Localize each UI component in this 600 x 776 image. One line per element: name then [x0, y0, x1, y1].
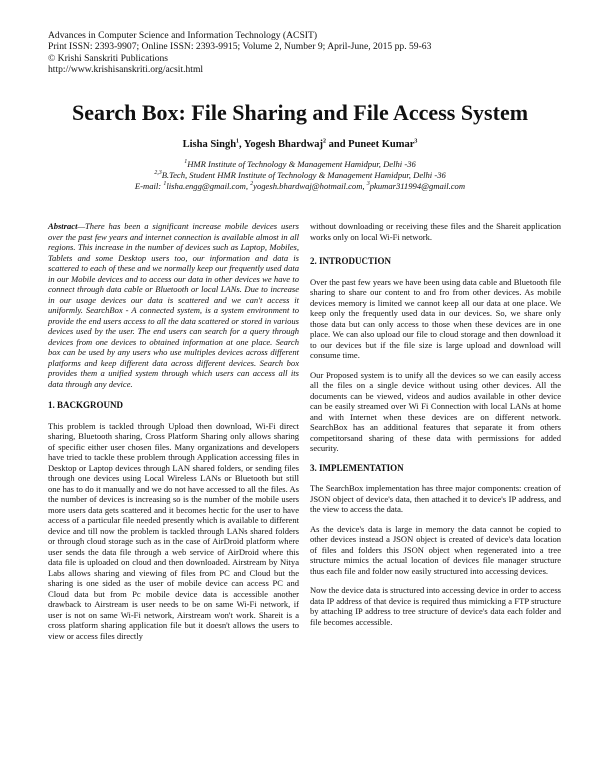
- email-3-sup: 3: [366, 181, 370, 188]
- journal-header: [48, 30, 431, 76]
- journal-name: Advances in Computer Science and Information Technology (ACSIT): [48, 30, 318, 41]
- section-2-heading: 2. INTRODUCTION: [310, 256, 392, 266]
- section-3-heading: 3. IMPLEMENTATION: [310, 462, 404, 473]
- affiliation-1-sup: 1: [184, 159, 188, 166]
- section-3-paragraph-2: As the device's data is large in memory the data cannot be copied to other devices instead a JSON object is created of device's data location of files and folders this JSON object when regenerated into a tree structure mimics the actual location of devices file manager structure thus each file and folder now easily structured into accessing devices.: [310, 523, 561, 576]
- author-list: [0, 139, 600, 150]
- affiliation-1-text: HMR Institute of Technology & Management Hamidpur, Delhi -36: [187, 159, 416, 169]
- email-prefix: E-mail:: [134, 181, 164, 191]
- abstract: [48, 221, 299, 389]
- paper-title: Search Box: File Sharing and File Access System: [71, 100, 529, 125]
- section-2-paragraph-2: Our Proposed system is to unify all the devices so we can easily access all the files on a single device without using other devices. All the documents can be viewed, videos and audios available in other device can be easily streamed over Wi Fi Connection with local LANs at home and with Internet when these devices are on different network. SearchBox has an additional features that separate it from others competitorsand sharing of these data with permissions for added security.: [310, 369, 561, 453]
- section-3-paragraph-3: Now the device data is structured into accessing device in order to access data IP address of that device is required thus mimicking a FTP structure by attaching IP address to tree structure of device's data each folder and file becomes accessible.: [310, 585, 561, 627]
- email-3[interactable]: pkumar311994@gmail.com: [369, 181, 466, 191]
- affiliation-2-text: B.Tech, Student HMR Institute of Technology & Management Hamidpur, Delhi -36: [161, 170, 446, 180]
- author-3: Puneet Kumar: [348, 139, 415, 150]
- journal-issn: Print ISSN: 2393-9907; Online ISSN: 2393-9915; Volume 2, Number 9; April-June, 2015 pp. 59-63: [48, 41, 432, 53]
- abstract-label: Abstract: [48, 221, 78, 231]
- author-2: Yogesh Bhardwaj: [243, 139, 323, 150]
- affiliation-2: [0, 170, 600, 181]
- email-2[interactable]: yogesh.bhardwaj@hotmail.com,: [253, 181, 367, 191]
- author-1: Lisha Singh: [182, 139, 237, 150]
- right-column: [310, 221, 561, 636]
- section-3-paragraph-1: The SearchBox implementation has three major components: creation of JSON object of device's data, then attached it to device's IP address, and the view to access the data.: [310, 483, 561, 514]
- affiliations: [0, 159, 600, 192]
- email-1[interactable]: lisha.engg@gmail.com,: [166, 181, 251, 191]
- author-sep-1: ,: [239, 139, 244, 150]
- section-1-heading: 1. BACKGROUND: [48, 400, 124, 410]
- section-1-paragraph: This problem is tackled through Upload then download, Wi-Fi direct sharing, Bluetooth sharing, Cross Platform Sharing only allows sharing of specific either user chosen files. Many organizations and developers have tried to tackle these problem through Application accessing files in Desktop or Laptop devices through LAN shared folders, or sending files through one devices using Local Wireless LANs or Bluetooth but still one has to do it manually and we do not have accessed to all the files. As the number of devices is increasing so is the number of the mobile users more users data gets scattered and it becomes hectic for the user to have access of a particular file needed presently which is available to different device and till now the problem is tackled through LANs shared folders or through cloud storage such as in the case of AirDroid platform where user sends the data file through a web service of AirDroid where this data file is uploaded on cloud and then downloaded. Airstream by Nitya Labs allows sharing and viewing of files from PC and Cloud but the sharing is one sided as the user of mobile device can access PC and Cloud data but from Pc mobile device data is accessible another drawback to Airstream is user needs to be on same Wi-Fi network, if user is not on same Wi-Fi network, Airstream won't work. Shareit is a cross platform sharing application file but it doesn't allows the users to view or access files directly: [48, 420, 299, 641]
- author-3-sup: 3: [414, 138, 418, 145]
- abstract-text: —There has been a significant increase mobile devices users over the past few years and internet connection is available almost in all regions. This increase in the number of devices such as Laptop, Mobiles, Tablets and some Desktop users too, our information and data is scattered to each of these and we normally keep our frequently used data in our Mobile devices and to access our data in other devices we have to connect through data cable or Bluetooth or local LANs. Due to increase in our usage devices our data is scattered and we can't access it uniformly. SearchBox - A connected system, is a system environment to provide the end users access to all the data scattered or stored in various devices used by the user. The end users can search for a query through devices from one devices to obtained information at one place. Search box can be used by any users who use multiples devices across different platforms and keep different data across different devices. Search box provides them a unified system through which users can access all its data through any device.: [48, 221, 299, 389]
- journal-url[interactable]: http://www.krishisanskriti.org/acsit.html: [48, 64, 204, 76]
- affiliation-2-sup: 2,3: [154, 170, 162, 177]
- email-2-sup: 2: [250, 181, 254, 188]
- section-1-continuation: without downloading or receiving these files and the Shareit application works only on local Wi-Fi network.: [310, 221, 561, 242]
- email-line: [0, 181, 600, 192]
- affiliation-1: [0, 159, 600, 170]
- author-sep-2: and: [325, 139, 349, 150]
- section-2-paragraph-1: Over the past few years we have been using data cable and Bluetooth file sharing to share our content to and fro from other devices. As mobile devices memory is limited we cannot keep all our data at one place. We keep only the frequently used data in our devices. So, we share only those data but can only access to those when these devices are in one place. We can also upload our file to cloud storage and then download it to our devices but if the file size is large upload and download will consume time.: [310, 276, 561, 360]
- author-2-sup: 2: [322, 138, 326, 145]
- author-1-sup: 1: [236, 138, 240, 145]
- publisher: © Krishi Sanskriti Publications: [48, 52, 169, 64]
- email-1-sup: 1: [163, 181, 167, 188]
- left-column: [48, 221, 299, 650]
